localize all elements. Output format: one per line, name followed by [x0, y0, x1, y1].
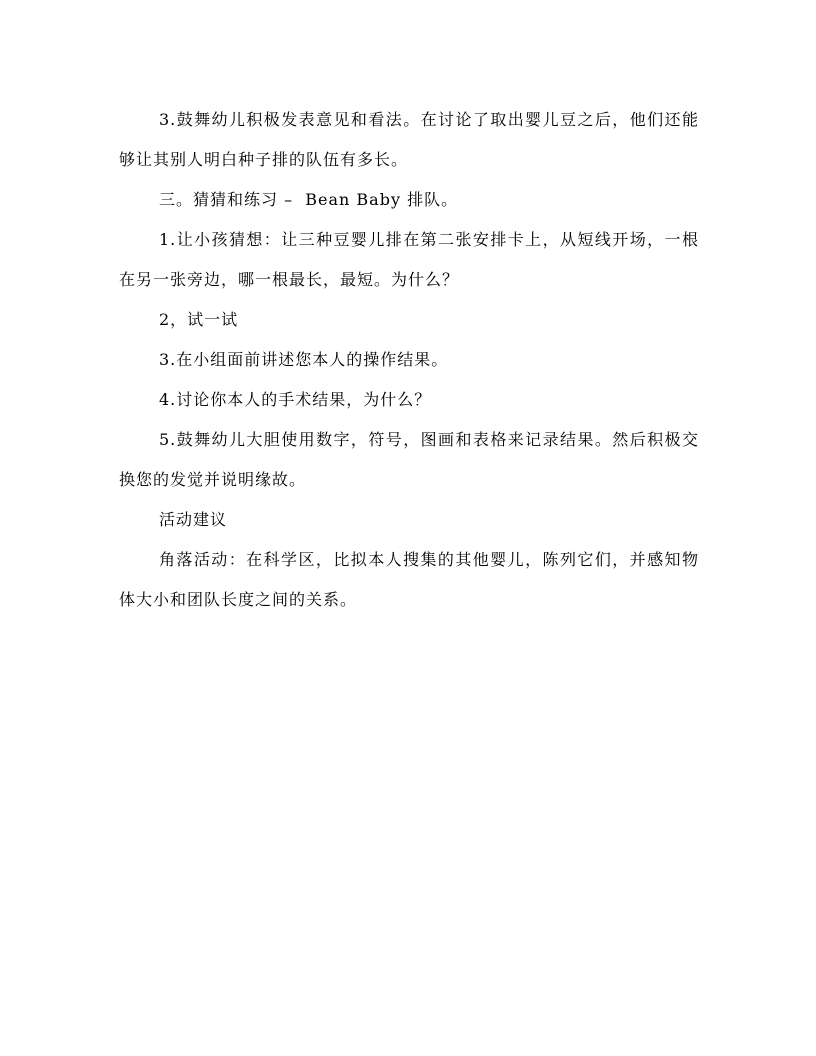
paragraph-corner-activity: 角落活动：在科学区，比拟本人搜集的其他婴儿，陈列它们，并感知物体大小和团队长度之间的关系。 [119, 550, 699, 609]
paragraph-encourage-discussion: 3.鼓舞幼儿积极发表意见和看法。在讨论了取出婴儿豆之后，他们还能够让其别人明白种子排的队伍有多长。 [119, 110, 699, 169]
paragraph-try-step: 2，试一试 [159, 310, 239, 329]
paragraph-guess-step: 1.让小孩猜想：让三种豆婴儿排在第二张安排卡上，从短线开场，一根在另一张旁边，哪一根最长，最短。为什么？ [119, 230, 699, 289]
paragraph-discuss-step: 4.讨论你本人的手术结果，为什么？ [159, 390, 432, 409]
paragraph-record-step: 5.鼓舞幼儿大胆使用数字，符号，图画和表格来记录结果。然后积极交换您的发觉并说明缘故。 [119, 430, 699, 489]
section-heading-activity-suggestions: 活动建议 [159, 510, 228, 529]
section-heading-guess-and-practice: 三。猜猜和练习 – Bean Baby 排队。 [159, 190, 459, 209]
paragraph-present-step: 3.在小组面前讲述您本人的操作结果。 [159, 350, 449, 369]
document-body [119, 100, 699, 620]
